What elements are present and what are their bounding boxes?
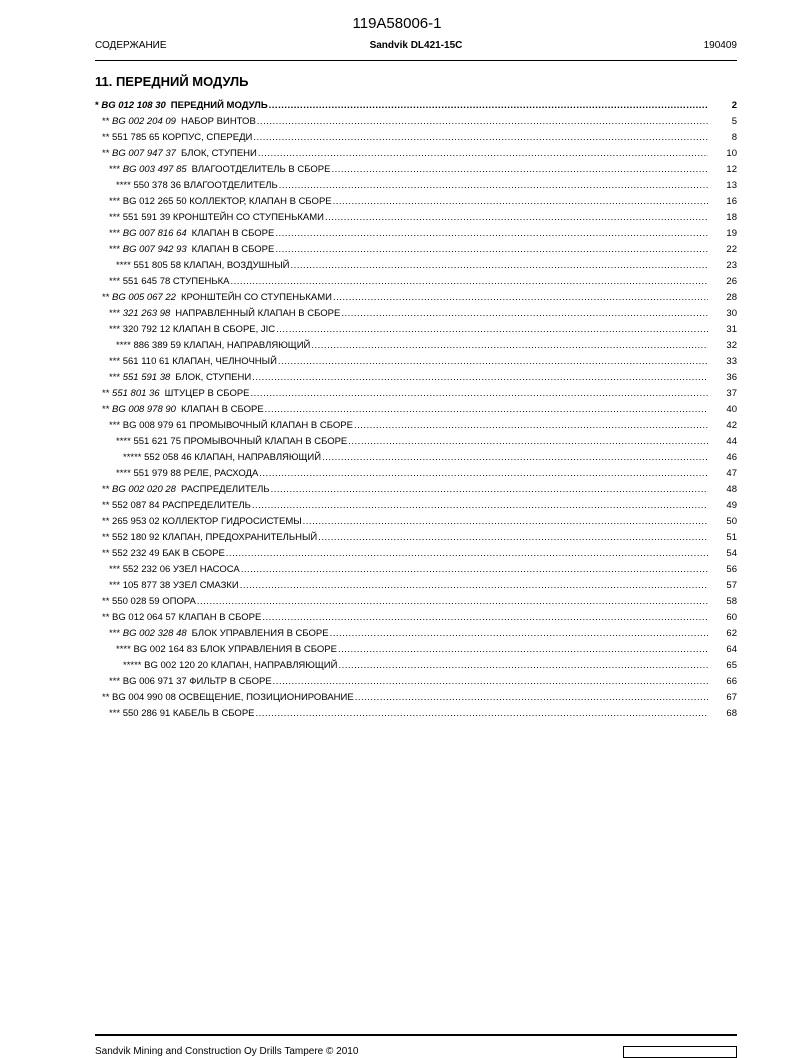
toc-entry-level-marker: *** — [109, 580, 121, 591]
toc-entry[interactable] — [95, 562, 737, 578]
toc-entry-page-number: 46 — [726, 452, 737, 463]
toc-entry-level-marker: *** — [109, 244, 121, 255]
toc-entry-page-number: 16 — [726, 196, 737, 207]
toc-entry-page-number: 48 — [726, 484, 737, 495]
toc-entry-part-number: 551 591 38 — [122, 372, 171, 383]
toc-entry-part-number: BG 012 064 57 — [112, 612, 176, 623]
toc-entry-page-number: 64 — [726, 644, 737, 655]
toc-entry-title: РАСПРЕДЕЛИТЕЛЬ — [180, 484, 270, 495]
section-title: 11. ПЕРЕДНИЙ МОДУЛЬ — [95, 74, 249, 89]
toc-entry-level-marker: **** — [116, 180, 131, 191]
toc-entry-level-marker: ** — [102, 516, 110, 527]
toc-entry-part-number: 551 591 39 — [122, 212, 171, 223]
footer-text: Sandvik Mining and Construction Oy Drills Tampere © 2010 — [95, 1046, 359, 1057]
toc-entry-page-number: 57 — [726, 580, 737, 591]
toc-entry-level-marker: **** — [116, 436, 131, 447]
toc-entry-dot-leader — [341, 306, 708, 322]
toc-entry-level-marker: *** — [109, 212, 121, 223]
toc-entry-page-number: 10 — [726, 148, 737, 159]
toc-entry-title: КЛАПАН В СБОРЕ, JIC — [172, 324, 276, 335]
toc-entry[interactable] — [95, 178, 737, 194]
toc-entry-level-marker: ** — [102, 404, 110, 415]
toc-entry[interactable] — [95, 354, 737, 370]
toc-entry[interactable] — [95, 578, 737, 594]
toc-entry-page-number: 47 — [726, 468, 737, 479]
toc-entry-dot-leader — [230, 274, 708, 290]
toc-entry-title: КЛАПАН, НАПРАВЛЯЮЩИЙ — [194, 452, 322, 463]
toc-entry-dot-leader — [338, 642, 708, 658]
toc-entry[interactable] — [95, 642, 737, 658]
toc-entry-level-marker: *** — [109, 308, 121, 319]
toc-entry-part-number: BG 007 816 64 — [122, 228, 187, 239]
toc-entry-title: КЛАПАН В СБОРЕ — [180, 404, 264, 415]
toc-entry-title: ВЛАГООТДЕЛИТЕЛЬ В СБОРЕ — [191, 164, 331, 175]
toc-entry-title: КАБЕЛЬ В СБОРЕ — [172, 708, 255, 719]
toc-entry[interactable] — [95, 370, 737, 386]
table-of-contents — [95, 98, 737, 722]
toc-entry-dot-leader — [269, 98, 708, 114]
toc-entry-page-number: 56 — [726, 564, 737, 575]
toc-entry-title: БЛОК, СТУПЕНИ — [180, 148, 257, 159]
toc-entry-level-marker: **** — [116, 644, 131, 655]
toc-entry[interactable] — [95, 274, 737, 290]
toc-entry-part-number: 551 801 36 — [112, 388, 160, 399]
toc-entry-page-number: 58 — [726, 596, 737, 607]
toc-entry-level-marker: **** — [116, 340, 131, 351]
toc-entry-page-number: 30 — [726, 308, 737, 319]
toc-entry-dot-leader — [253, 130, 708, 146]
toc-entry-part-number: BG 006 971 37 — [122, 676, 187, 687]
toc-entry[interactable] — [95, 210, 737, 226]
toc-entry-title: ПРОМЫВОЧНЫЙ КЛАПАН В СБОРЕ — [183, 436, 348, 447]
toc-entry[interactable] — [95, 418, 737, 434]
toc-entry-level-marker: ***** — [123, 452, 142, 463]
toc-entry-part-number: 551 785 65 — [112, 132, 160, 143]
toc-entry-dot-leader — [241, 562, 708, 578]
toc-entry-title: КЛАПАН В СБОРЕ — [191, 228, 275, 239]
toc-entry-title: БЛОК, СТУПЕНИ — [175, 372, 252, 383]
toc-entry-level-marker: ***** — [123, 660, 142, 671]
toc-entry-page-number: 12 — [726, 164, 737, 175]
toc-entry-page-number: 33 — [726, 356, 737, 367]
toc-entry[interactable] — [95, 626, 737, 642]
toc-entry-level-marker: *** — [109, 228, 121, 239]
toc-entry[interactable] — [95, 530, 737, 546]
toc-entry[interactable] — [95, 466, 737, 482]
toc-entry-title: ФИЛЬТР В СБОРЕ — [189, 676, 272, 687]
toc-entry-page-number: 60 — [726, 612, 737, 623]
toc-entry-part-number: BG 012 265 50 — [122, 196, 187, 207]
toc-entry[interactable] — [95, 546, 737, 562]
toc-entry-title: НАБОР ВИНТОВ — [180, 116, 256, 127]
toc-entry-part-number: 550 378 36 — [133, 180, 181, 191]
toc-entry-level-marker: *** — [109, 676, 121, 687]
toc-entry-title: УЗЕЛ СМАЗКИ — [172, 580, 239, 591]
toc-entry-dot-leader — [290, 258, 708, 274]
toc-entry-page-number: 66 — [726, 676, 737, 687]
toc-entry-level-marker: ** — [102, 148, 110, 159]
toc-entry-dot-leader — [275, 226, 708, 242]
toc-entry-part-number: BG 012 108 30 — [101, 100, 166, 111]
toc-entry[interactable] — [95, 482, 737, 498]
toc-entry-part-number: 551 621 75 — [133, 436, 181, 447]
toc-entry-level-marker: ** — [102, 500, 110, 511]
toc-entry[interactable] — [95, 674, 737, 690]
toc-entry-title: ВЛАГООТДЕЛИТЕЛЬ — [183, 180, 278, 191]
toc-entry-part-number: BG 008 979 61 — [122, 420, 187, 431]
toc-entry[interactable] — [95, 306, 737, 322]
toc-entry-level-marker: *** — [109, 564, 121, 575]
toc-entry-dot-leader — [276, 322, 708, 338]
toc-entry-part-number: BG 004 990 08 — [112, 692, 176, 703]
toc-entry[interactable] — [95, 114, 737, 130]
toc-entry[interactable] — [95, 450, 737, 466]
toc-entry-part-number: 552 058 46 — [144, 452, 192, 463]
toc-entry[interactable] — [95, 290, 737, 306]
toc-entry-part-number: BG 002 164 83 — [133, 644, 198, 655]
toc-entry-page-number: 18 — [726, 212, 737, 223]
toc-entry-dot-leader — [330, 626, 708, 642]
toc-entry-title: ОСВЕЩЕНИЕ, ПОЗИЦИОНИРОВАНИЕ — [178, 692, 354, 703]
toc-entry-dot-leader — [331, 162, 708, 178]
toc-entry-title: КОЛЛЕКТОР, КЛАПАН В СБОРЕ — [189, 196, 332, 207]
toc-entry-dot-leader — [333, 194, 708, 210]
toc-entry-dot-leader — [318, 530, 708, 546]
toc-entry-part-number: 321 263 98 — [122, 308, 171, 319]
toc-entry-page-number: 36 — [726, 372, 737, 383]
toc-entry[interactable] — [95, 434, 737, 450]
toc-entry-dot-leader — [333, 290, 708, 306]
toc-entry-level-marker: *** — [109, 164, 121, 175]
toc-entry-part-number: 265 953 02 — [112, 516, 160, 527]
toc-entry-dot-leader — [271, 482, 708, 498]
toc-entry-page-number: 67 — [726, 692, 737, 703]
toc-entry-title: ШТУЦЕР В СБОРЕ — [164, 388, 250, 399]
toc-entry-level-marker: ** — [102, 484, 110, 495]
toc-entry-page-number: 13 — [726, 180, 737, 191]
toc-entry-level-marker: *** — [109, 276, 121, 287]
toc-entry-page-number: 31 — [726, 324, 737, 335]
toc-entry-page-number: 8 — [731, 132, 737, 143]
toc-entry-page-number: 5 — [731, 116, 737, 127]
toc-entry-dot-leader — [256, 706, 709, 722]
toc-entry-dot-leader — [325, 210, 708, 226]
toc-entry-page-number: 26 — [726, 276, 737, 287]
toc-entry[interactable] — [95, 162, 737, 178]
toc-entry-title: КЛАПАН В СБОРЕ — [178, 612, 262, 623]
toc-entry-page-number: 62 — [726, 628, 737, 639]
toc-entry-dot-leader — [275, 242, 708, 258]
toc-entry-level-marker: *** — [109, 708, 121, 719]
toc-entry[interactable] — [95, 658, 737, 674]
toc-entry[interactable] — [95, 226, 737, 242]
toc-entry-title: ОПОРА — [162, 596, 196, 607]
toc-entry-dot-leader — [273, 674, 708, 690]
toc-entry-dot-leader — [303, 514, 708, 530]
toc-entry-page-number: 19 — [726, 228, 737, 239]
document-id: 119A58006-1 — [352, 15, 442, 32]
header-contents-label: СОДЕРЖАНИЕ — [95, 40, 167, 51]
toc-entry-page-number: 28 — [726, 292, 737, 303]
toc-entry-title: КЛАПАН, ПРЕДОХРАНИТЕЛЬНЫЙ — [162, 532, 318, 543]
toc-entry-title: КЛАПАН, НАПРАВЛЯЮЩИЙ — [210, 660, 338, 671]
footer-rule — [95, 1034, 737, 1036]
toc-entry-page-number: 50 — [726, 516, 737, 527]
toc-entry[interactable] — [95, 242, 737, 258]
toc-entry-page-number: 40 — [726, 404, 737, 415]
toc-entry-dot-leader — [257, 114, 708, 130]
toc-entry-dot-leader — [265, 402, 708, 418]
toc-entry-title: РЕЛЕ, РАСХОДА — [183, 468, 259, 479]
toc-entry-page-number: 44 — [726, 436, 737, 447]
toc-entry[interactable] — [95, 338, 737, 354]
toc-entry-part-number: 552 087 84 — [112, 500, 160, 511]
toc-entry-part-number: BG 007 947 37 — [112, 148, 176, 159]
toc-entry-level-marker: **** — [116, 260, 131, 271]
toc-entry-dot-leader — [251, 386, 708, 402]
toc-entry-part-number: BG 002 328 48 — [122, 628, 187, 639]
toc-entry-part-number: BG 005 067 22 — [112, 292, 176, 303]
toc-entry-level-marker: ** — [102, 692, 110, 703]
toc-entry-level-marker: * — [95, 100, 99, 111]
toc-entry-dot-leader — [226, 546, 708, 562]
toc-entry-page-number: 22 — [726, 244, 737, 255]
toc-entry[interactable] — [95, 706, 737, 722]
toc-entry-part-number: BG 002 120 20 — [144, 660, 209, 671]
toc-entry-page-number: 65 — [726, 660, 737, 671]
toc-entry-title: БАК В СБОРЕ — [162, 548, 225, 559]
header-row — [95, 40, 737, 56]
toc-entry-level-marker: ** — [102, 292, 110, 303]
toc-entry[interactable] — [95, 514, 737, 530]
toc-entry-part-number: 552 180 92 — [112, 532, 160, 543]
toc-entry-dot-leader — [258, 146, 708, 162]
toc-entry-part-number: BG 003 497 85 — [122, 164, 187, 175]
toc-entry-title: РАСПРЕДЕЛИТЕЛЬ — [162, 500, 251, 511]
toc-entry-page-number: 37 — [726, 388, 737, 399]
toc-entry-part-number: 550 028 59 — [112, 596, 160, 607]
toc-entry-dot-leader — [338, 658, 708, 674]
header-revision: 190409 — [703, 40, 737, 51]
toc-entry-page-number: 2 — [731, 100, 737, 111]
toc-entry[interactable] — [95, 194, 737, 210]
toc-entry-part-number: 550 286 91 — [122, 708, 171, 719]
toc-entry-level-marker: ** — [102, 612, 110, 623]
toc-entry-level-marker: *** — [109, 420, 121, 431]
toc-entry-dot-leader — [348, 434, 708, 450]
toc-entry-title: КЛАПАН, ВОЗДУШНЫЙ — [183, 260, 290, 271]
toc-entry-page-number: 42 — [726, 420, 737, 431]
toc-entry-part-number: 886 389 59 — [133, 340, 181, 351]
toc-entry-page-number: 49 — [726, 500, 737, 511]
toc-entry[interactable] — [95, 98, 737, 114]
toc-entry-page-number: 23 — [726, 260, 737, 271]
toc-entry-part-number: 551 979 88 — [133, 468, 181, 479]
toc-entry-level-marker: *** — [109, 356, 121, 367]
toc-entry-level-marker: *** — [109, 324, 121, 335]
sandvik-logo — [623, 1046, 737, 1058]
toc-entry-title: КЛАПАН, ЧЕЛНОЧНЫЙ — [172, 356, 277, 367]
toc-entry[interactable] — [95, 386, 737, 402]
toc-entry-title: КЛАПАН В СБОРЕ — [191, 244, 275, 255]
toc-entry-page-number: 54 — [726, 548, 737, 559]
toc-entry-level-marker: *** — [109, 372, 121, 383]
toc-entry[interactable] — [95, 498, 737, 514]
toc-entry-dot-leader — [252, 370, 708, 386]
toc-entry-dot-leader — [197, 594, 708, 610]
toc-entry-part-number: BG 008 978 90 — [112, 404, 176, 415]
toc-entry-title: ПЕРЕДНИЙ МОДУЛЬ — [170, 100, 268, 111]
toc-entry-part-number: BG 002 204 09 — [112, 116, 176, 127]
toc-entry[interactable] — [95, 146, 737, 162]
toc-entry-title: КЛАПАН, НАПРАВЛЯЮЩИЙ — [183, 340, 311, 351]
toc-entry-title: БЛОК УПРАВЛЕНИЯ В СБОРЕ — [200, 644, 337, 655]
toc-entry-title: НАПРАВЛЕННЫЙ КЛАПАН В СБОРЕ — [175, 308, 341, 319]
header-product-name: Sandvik DL421-15C — [369, 40, 463, 51]
toc-entry[interactable] — [95, 594, 737, 610]
toc-entry-page-number: 51 — [726, 532, 737, 543]
toc-entry-page-number: 68 — [726, 708, 737, 719]
toc-entry-title: СТУПЕНЬКА — [172, 276, 230, 287]
toc-entry-dot-leader — [278, 354, 708, 370]
toc-entry[interactable] — [95, 610, 737, 626]
toc-entry-part-number: 552 232 06 — [122, 564, 171, 575]
toc-entry-dot-leader — [322, 450, 708, 466]
toc-entry-level-marker: ** — [102, 596, 110, 607]
toc-entry-level-marker: ** — [102, 548, 110, 559]
toc-entry-dot-leader — [354, 418, 708, 434]
toc-entry-title: КОРПУС, СПЕРЕДИ — [162, 132, 253, 143]
toc-entry-part-number: BG 002 020 28 — [112, 484, 176, 495]
toc-entry-dot-leader — [262, 610, 708, 626]
toc-entry-dot-leader — [279, 178, 708, 194]
toc-entry-title: КРОНШТЕЙН СО СТУПЕНЬКАМИ — [180, 292, 332, 303]
toc-entry-level-marker: ** — [102, 132, 110, 143]
header-rule — [95, 60, 737, 61]
toc-entry-level-marker: **** — [116, 468, 131, 479]
toc-entry-level-marker: *** — [109, 196, 121, 207]
toc-entry-part-number: 561 110 61 — [122, 356, 170, 367]
toc-entry-part-number: 552 232 49 — [112, 548, 160, 559]
toc-entry-part-number: 551 805 58 — [133, 260, 181, 271]
toc-entry-part-number: 320 792 12 — [122, 324, 171, 335]
toc-entry[interactable] — [95, 258, 737, 274]
toc-entry-dot-leader — [240, 578, 708, 594]
toc-entry[interactable] — [95, 402, 737, 418]
toc-entry-dot-leader — [355, 690, 708, 706]
toc-entry-title: КРОНШТЕЙН СО СТУПЕНЬКАМИ — [172, 212, 324, 223]
toc-entry-level-marker: *** — [109, 628, 121, 639]
toc-entry-level-marker: ** — [102, 532, 110, 543]
toc-entry-dot-leader — [259, 466, 708, 482]
toc-entry-title: ПРОМЫВОЧНЫЙ КЛАПАН В СБОРЕ — [189, 420, 353, 431]
toc-entry[interactable] — [95, 130, 737, 146]
toc-entry-title: КОЛЛЕКТОР ГИДРОСИСТЕМЫ — [162, 516, 302, 527]
toc-entry-part-number: 105 877 38 — [122, 580, 171, 591]
toc-entry-dot-leader — [252, 498, 708, 514]
toc-entry-title: БЛОК УПРАВЛЕНИЯ В СБОРЕ — [191, 628, 329, 639]
toc-entry[interactable] — [95, 322, 737, 338]
toc-entry-title: УЗЕЛ НАСОСА — [172, 564, 240, 575]
toc-entry-part-number: BG 007 942 93 — [122, 244, 187, 255]
toc-entry-level-marker: ** — [102, 116, 110, 127]
toc-entry-dot-leader — [311, 338, 708, 354]
toc-entry[interactable] — [95, 690, 737, 706]
toc-entry-page-number: 32 — [726, 340, 737, 351]
toc-entry-level-marker: ** — [102, 388, 110, 399]
toc-entry-part-number: 551 645 78 — [122, 276, 171, 287]
